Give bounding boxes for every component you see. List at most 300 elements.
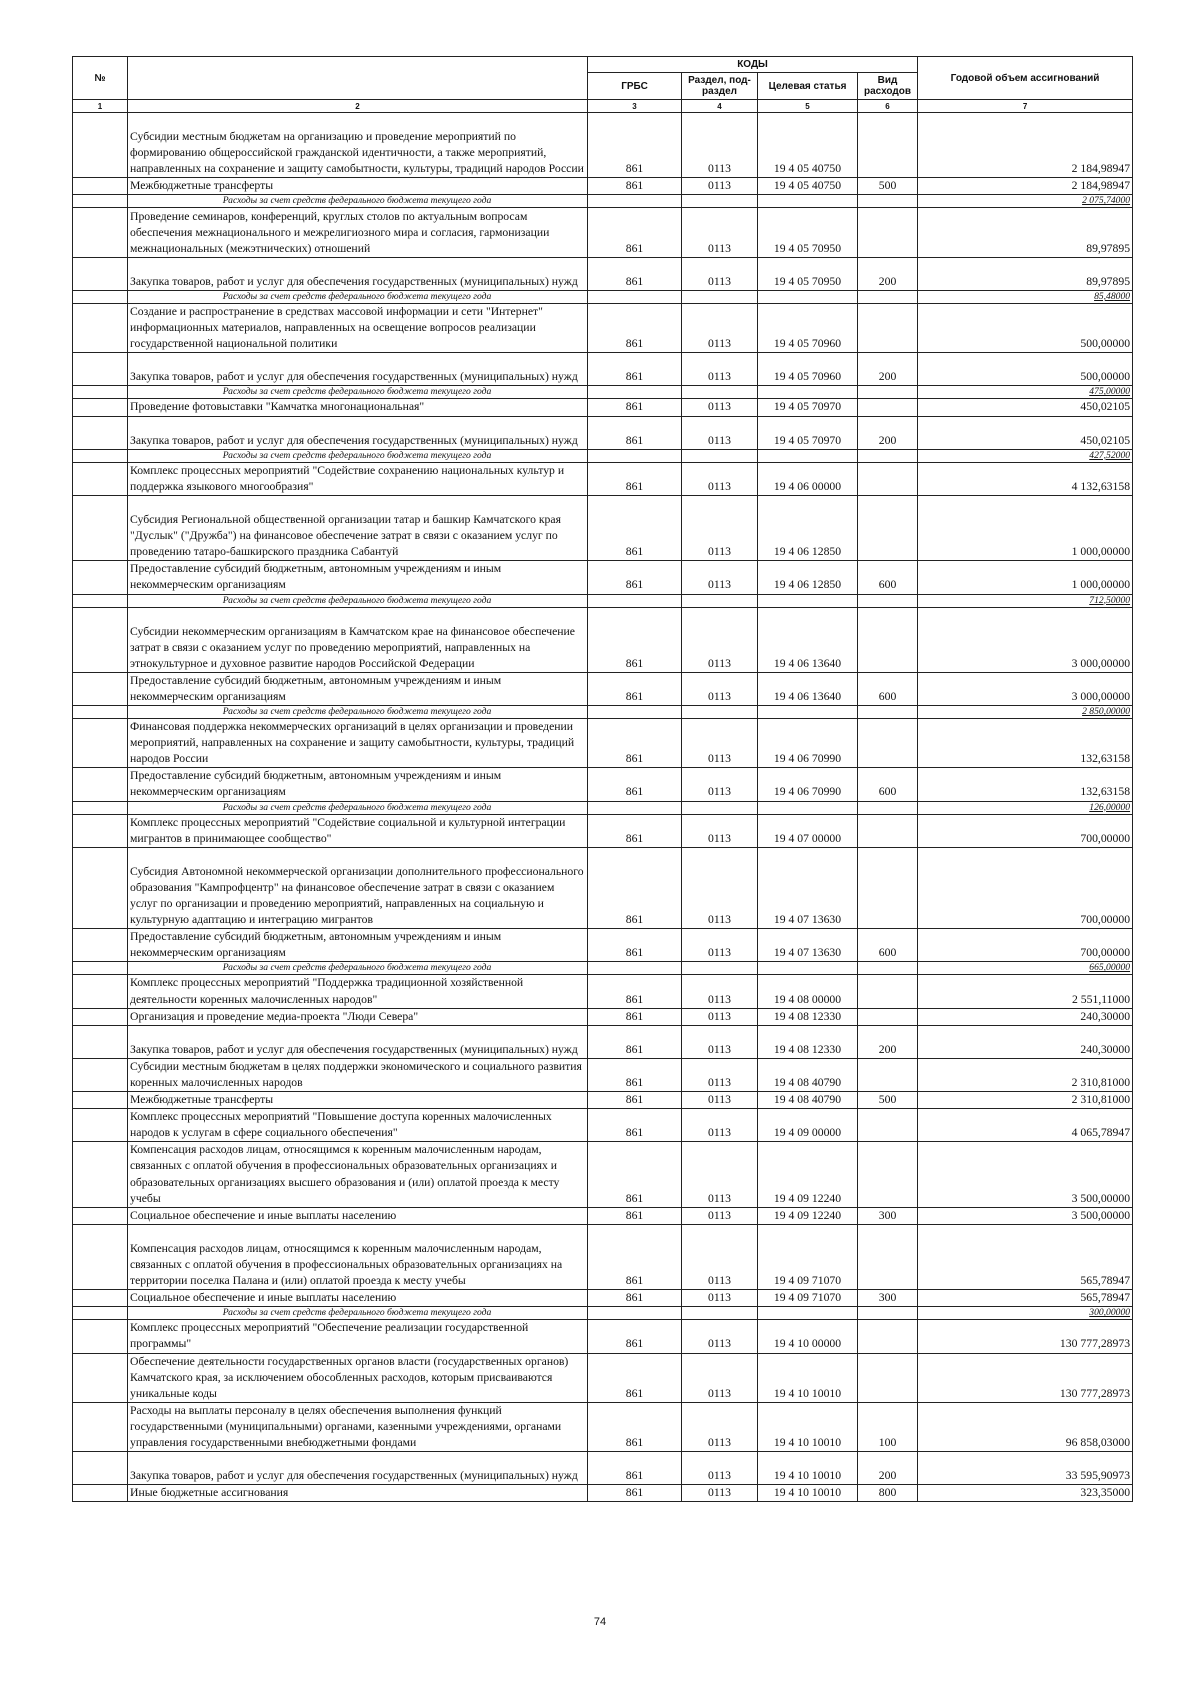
- target-article-cell: 19 4 08 00000: [758, 975, 858, 1008]
- target-article-cell: 19 4 05 70960: [758, 353, 858, 386]
- item-name-cell: Комплекс процессных мероприятий "Обеспечение реализации государственной программы": [128, 1320, 588, 1353]
- table-body: [73, 113, 1133, 1502]
- annual-amount-cell: 450,02105: [918, 399, 1133, 416]
- header-name-blank: [128, 57, 588, 100]
- expense-type-cell: [858, 1307, 918, 1320]
- razdel-cell: 0113: [682, 495, 758, 560]
- header-colnum-4: 4: [682, 100, 758, 113]
- federal-amount-cell: 300,00000: [918, 1307, 1133, 1320]
- razdel-cell: 0113: [682, 178, 758, 195]
- razdel-cell: 0113: [682, 353, 758, 386]
- item-name-cell: Межбюджетные трансферты: [128, 1092, 588, 1109]
- page-number: 74: [593, 1616, 607, 1628]
- table-row: [73, 929, 1133, 962]
- grbs-cell: 861: [588, 672, 682, 705]
- expense-type-cell: [858, 594, 918, 607]
- table-row: [73, 719, 1133, 768]
- target-article-cell: 19 4 09 12240: [758, 1207, 858, 1224]
- annual-amount-cell: 89,97895: [918, 208, 1133, 257]
- row-num-cell: [73, 1008, 128, 1025]
- target-article-cell: 19 4 06 70990: [758, 768, 858, 801]
- item-name-cell: Комплекс процессных мероприятий "Повышение доступа коренных малочисленных народов к услугам в сфере социального обеспечения": [128, 1109, 588, 1142]
- razdel-cell: 0113: [682, 113, 758, 178]
- annual-amount-cell: 240,30000: [918, 1025, 1133, 1058]
- federal-amount-cell: 475,00000: [918, 386, 1133, 399]
- target-article-cell: 19 4 09 12240: [758, 1142, 858, 1207]
- razdel-cell: 0113: [682, 768, 758, 801]
- funding-note-text: Расходы за счет средств федерального бюджета текущего года: [128, 386, 588, 399]
- razdel-cell: 0113: [682, 719, 758, 768]
- table-row: [73, 399, 1133, 416]
- grbs-cell: 861: [588, 1008, 682, 1025]
- row-num-cell: [73, 208, 128, 257]
- razdel-cell: 0113: [682, 1142, 758, 1207]
- row-num-cell: [73, 672, 128, 705]
- row-num-cell: [73, 1485, 128, 1502]
- expense-type-cell: [858, 495, 918, 560]
- annual-amount-cell: 565,78947: [918, 1224, 1133, 1289]
- razdel-cell: 0113: [682, 1224, 758, 1289]
- expense-type-cell: [858, 290, 918, 303]
- expense-type-cell: [858, 1320, 918, 1353]
- row-num-cell: [73, 416, 128, 449]
- row-num-cell: [73, 386, 128, 399]
- item-name-cell: Проведение семинаров, конференций, круглых столов по актуальным вопросам обеспечения межнационального и межрелигиозного мира и согласия, гармонизации межнациональных (межэтнических) отношений: [128, 208, 588, 257]
- razdel-cell: 0113: [682, 847, 758, 929]
- target-article-cell: 19 4 05 70950: [758, 208, 858, 257]
- annual-amount-cell: 130 777,28973: [918, 1320, 1133, 1353]
- expense-type-cell: [858, 303, 918, 352]
- target-article-cell: 19 4 10 10010: [758, 1402, 858, 1451]
- annual-amount-cell: 1 000,00000: [918, 495, 1133, 560]
- razdel-cell: 0113: [682, 399, 758, 416]
- expense-type-cell: 200: [858, 353, 918, 386]
- expense-type-cell: 300: [858, 1290, 918, 1307]
- annual-amount-cell: 3 500,00000: [918, 1142, 1133, 1207]
- table-row: [73, 1207, 1133, 1224]
- expense-type-cell: 300: [858, 1207, 918, 1224]
- table-row: [73, 1109, 1133, 1142]
- razdel-cell: 0113: [682, 462, 758, 495]
- item-name-cell: Обеспечение деятельности государственных органов власти (государственных органов) Камчатского края, за исключением обособленных расходов, которым присваиваются уникальные коды: [128, 1353, 588, 1402]
- table-row: [73, 353, 1133, 386]
- item-name-cell: Закупка товаров, работ и услуг для обеспечения государственных (муниципальных) нужд: [128, 353, 588, 386]
- grbs-cell: 861: [588, 178, 682, 195]
- item-name-cell: Иные бюджетные ассигнования: [128, 1485, 588, 1502]
- table-row: [73, 975, 1133, 1008]
- budget-table: [72, 56, 1133, 1502]
- grbs-cell: [588, 449, 682, 462]
- row-num-cell: [73, 1402, 128, 1451]
- expense-type-cell: [858, 462, 918, 495]
- table-row: [73, 113, 1133, 178]
- razdel-cell: [682, 594, 758, 607]
- grbs-cell: [588, 706, 682, 719]
- target-article-cell: 19 4 10 10010: [758, 1353, 858, 1402]
- header-expense-type: Вид расходов: [858, 73, 918, 100]
- annual-amount-cell: 132,63158: [918, 719, 1133, 768]
- table-row: [73, 495, 1133, 560]
- row-num-cell: [73, 495, 128, 560]
- annual-amount-cell: 1 000,00000: [918, 561, 1133, 594]
- funding-note-row: [73, 801, 1133, 814]
- header-colnum-3: 3: [588, 100, 682, 113]
- table-row: [73, 1353, 1133, 1402]
- target-article-cell: [758, 1307, 858, 1320]
- grbs-cell: 861: [588, 975, 682, 1008]
- annual-amount-cell: 565,78947: [918, 1290, 1133, 1307]
- expense-type-cell: [858, 1109, 918, 1142]
- target-article-cell: 19 4 08 40790: [758, 1092, 858, 1109]
- funding-note-row: [73, 706, 1133, 719]
- target-article-cell: 19 4 06 00000: [758, 462, 858, 495]
- table-row: [73, 1290, 1133, 1307]
- federal-amount-cell: 2 850,00000: [918, 706, 1133, 719]
- grbs-cell: 861: [588, 113, 682, 178]
- razdel-cell: [682, 801, 758, 814]
- expense-type-cell: [858, 814, 918, 847]
- grbs-cell: 861: [588, 1452, 682, 1485]
- grbs-cell: 861: [588, 303, 682, 352]
- razdel-cell: 0113: [682, 814, 758, 847]
- grbs-cell: 861: [588, 1485, 682, 1502]
- row-num-cell: [73, 1207, 128, 1224]
- target-article-cell: 19 4 07 13630: [758, 929, 858, 962]
- table-row: [73, 208, 1133, 257]
- expense-type-cell: 800: [858, 1485, 918, 1502]
- grbs-cell: 861: [588, 399, 682, 416]
- row-num-cell: [73, 814, 128, 847]
- grbs-cell: [588, 801, 682, 814]
- table-row: [73, 1320, 1133, 1353]
- table-row: [73, 847, 1133, 929]
- item-name-cell: Комплекс процессных мероприятий "Поддержка традиционной хозяйственной деятельности коренных малочисленных народов": [128, 975, 588, 1008]
- target-article-cell: 19 4 05 70960: [758, 303, 858, 352]
- razdel-cell: 0113: [682, 208, 758, 257]
- target-article-cell: 19 4 05 70970: [758, 399, 858, 416]
- item-name-cell: Закупка товаров, работ и услуг для обеспечения государственных (муниципальных) нужд: [128, 257, 588, 290]
- expense-type-cell: 200: [858, 416, 918, 449]
- grbs-cell: 861: [588, 768, 682, 801]
- annual-amount-cell: 700,00000: [918, 847, 1133, 929]
- row-num-cell: [73, 975, 128, 1008]
- item-name-cell: Субсидии местным бюджетам на организацию и проведение мероприятий по формированию общероссийской гражданской идентичности, а также мероприятий, направленных на сохранение и защиту самобытности, культуры, традиций народов России: [128, 113, 588, 178]
- annual-amount-cell: 2 184,98947: [918, 178, 1133, 195]
- expense-type-cell: [858, 719, 918, 768]
- annual-amount-cell: 700,00000: [918, 929, 1133, 962]
- row-num-cell: [73, 801, 128, 814]
- razdel-cell: 0113: [682, 1402, 758, 1451]
- target-article-cell: 19 4 05 40750: [758, 178, 858, 195]
- item-name-cell: Закупка товаров, работ и услуг для обеспечения государственных (муниципальных) нужд: [128, 416, 588, 449]
- funding-note-text: Расходы за счет средств федерального бюджета текущего года: [128, 706, 588, 719]
- grbs-cell: 861: [588, 1320, 682, 1353]
- grbs-cell: 861: [588, 208, 682, 257]
- grbs-cell: 861: [588, 1353, 682, 1402]
- target-article-cell: 19 4 07 00000: [758, 814, 858, 847]
- header-target-article: Целевая статья: [758, 73, 858, 100]
- annual-amount-cell: 2 551,11000: [918, 975, 1133, 1008]
- table-row: [73, 303, 1133, 352]
- expense-type-cell: [858, 1224, 918, 1289]
- grbs-cell: [588, 594, 682, 607]
- item-name-cell: Субсидия Автономной некоммерческой организации дополнительного профессионального образования "Кампрофцентр" на финансовое обеспечение затрат в связи с оказанием услуг по организации и проведению мероприятий, направленных на социальную и культурную адаптацию и интеграцию мигрантов: [128, 847, 588, 929]
- razdel-cell: 0113: [682, 416, 758, 449]
- grbs-cell: 861: [588, 1402, 682, 1451]
- item-name-cell: Субсидии некоммерческим организациям в Камчатском крае на финансовое обеспечение затрат в связи с оказанием услуг по проведению мероприятий, направленных на этнокультурное и духовное развитие народов Российской Федерации: [128, 607, 588, 672]
- header-grbs: ГРБС: [588, 73, 682, 100]
- razdel-cell: 0113: [682, 1207, 758, 1224]
- table-row: [73, 1452, 1133, 1485]
- grbs-cell: [588, 195, 682, 208]
- target-article-cell: 19 4 08 12330: [758, 1008, 858, 1025]
- razdel-cell: 0113: [682, 257, 758, 290]
- expense-type-cell: 600: [858, 768, 918, 801]
- razdel-cell: 0113: [682, 975, 758, 1008]
- razdel-cell: [682, 706, 758, 719]
- item-name-cell: Финансовая поддержка некоммерческих организаций в целях организации и проведении мероприятий, направленных на сохранение и защиту самобытности, культуры, традиций народов России: [128, 719, 588, 768]
- table-row: [73, 462, 1133, 495]
- annual-amount-cell: 3 500,00000: [918, 1207, 1133, 1224]
- target-article-cell: [758, 801, 858, 814]
- federal-amount-cell: 427,52000: [918, 449, 1133, 462]
- target-article-cell: [758, 706, 858, 719]
- item-name-cell: Закупка товаров, работ и услуг для обеспечения государственных (муниципальных) нужд: [128, 1452, 588, 1485]
- target-article-cell: 19 4 10 10010: [758, 1485, 858, 1502]
- item-name-cell: Создание и распространение в средствах массовой информации и сети "Интернет" информационных материалов, направленных на освещение вопросов реализации государственной национальной политики: [128, 303, 588, 352]
- federal-amount-cell: 85,48000: [918, 290, 1133, 303]
- razdel-cell: 0113: [682, 1025, 758, 1058]
- item-name-cell: Комплекс процессных мероприятий "Содействие сохранению национальных культур и поддержка языкового многообразия": [128, 462, 588, 495]
- table-row: [73, 768, 1133, 801]
- grbs-cell: 861: [588, 1109, 682, 1142]
- target-article-cell: 19 4 05 70970: [758, 416, 858, 449]
- target-article-cell: [758, 290, 858, 303]
- header-num: №: [73, 57, 128, 100]
- annual-amount-cell: 2 184,98947: [918, 113, 1133, 178]
- row-num-cell: [73, 290, 128, 303]
- annual-amount-cell: 323,35000: [918, 1485, 1133, 1502]
- target-article-cell: 19 4 06 13640: [758, 672, 858, 705]
- row-num-cell: [73, 962, 128, 975]
- item-name-cell: Субсидия Региональной общественной организации татар и башкир Камчатского края "Дуслык" ("Дружба") на финансовое обеспечение затрат в связи с оказанием услуг по проведению татаро-башкирского праздника Сабантуй: [128, 495, 588, 560]
- funding-note-text: Расходы за счет средств федерального бюджета текущего года: [128, 449, 588, 462]
- row-num-cell: [73, 847, 128, 929]
- expense-type-cell: [858, 1058, 918, 1091]
- row-num-cell: [73, 706, 128, 719]
- item-name-cell: Проведение фотовыставки "Камчатка многонациональная": [128, 399, 588, 416]
- header-annual-volume: Годовой объем ассигнований: [918, 57, 1133, 100]
- item-name-cell: Расходы на выплаты персоналу в целях обеспечения выполнения функций государственными (муниципальными) органами, казенными учреждениями, органами управления государственными внебюджетными фондами: [128, 1402, 588, 1451]
- item-name-cell: Субсидии местным бюджетам в целях поддержки экономического и социального развития коренных малочисленных народов: [128, 1058, 588, 1091]
- item-name-cell: Социальное обеспечение и иные выплаты населению: [128, 1290, 588, 1307]
- target-article-cell: 19 4 07 13630: [758, 847, 858, 929]
- razdel-cell: 0113: [682, 1008, 758, 1025]
- funding-note-row: [73, 1307, 1133, 1320]
- item-name-cell: Комплекс процессных мероприятий "Содействие социальной и культурной интеграции мигрантов в принимающее сообщество": [128, 814, 588, 847]
- annual-amount-cell: 89,97895: [918, 257, 1133, 290]
- funding-note-text: Расходы за счет средств федерального бюджета текущего года: [128, 962, 588, 975]
- annual-amount-cell: 33 595,90973: [918, 1452, 1133, 1485]
- target-article-cell: [758, 386, 858, 399]
- table-row: [73, 1402, 1133, 1451]
- federal-amount-cell: 712,50000: [918, 594, 1133, 607]
- row-num-cell: [73, 1290, 128, 1307]
- razdel-cell: 0113: [682, 1109, 758, 1142]
- table-row: [73, 1058, 1133, 1091]
- row-num-cell: [73, 929, 128, 962]
- grbs-cell: 861: [588, 1058, 682, 1091]
- grbs-cell: 861: [588, 1290, 682, 1307]
- grbs-cell: 861: [588, 561, 682, 594]
- header-colnum-1: 1: [73, 100, 128, 113]
- funding-note-row: [73, 290, 1133, 303]
- item-name-cell: Компенсация расходов лицам, относящимся к коренным малочисленным народам, связанных с оплатой обучения в профессиональных образовательных организациях и образовательных организациях высшего образования и (или) оплатой проезда к месту учебы: [128, 1142, 588, 1207]
- row-num-cell: [73, 719, 128, 768]
- funding-note-row: [73, 449, 1133, 462]
- item-name-cell: Закупка товаров, работ и услуг для обеспечения государственных (муниципальных) нужд: [128, 1025, 588, 1058]
- table-row: [73, 814, 1133, 847]
- target-article-cell: 19 4 09 71070: [758, 1290, 858, 1307]
- row-num-cell: [73, 594, 128, 607]
- row-num-cell: [73, 1092, 128, 1109]
- row-num-cell: [73, 1307, 128, 1320]
- row-num-cell: [73, 1224, 128, 1289]
- table-row: [73, 1008, 1133, 1025]
- expense-type-cell: 600: [858, 929, 918, 962]
- expense-type-cell: [858, 847, 918, 929]
- expense-type-cell: [858, 962, 918, 975]
- funding-note-text: Расходы за счет средств федерального бюджета текущего года: [128, 290, 588, 303]
- target-article-cell: [758, 962, 858, 975]
- header-razdel: Раздел, под-раздел: [682, 73, 758, 100]
- item-name-cell: Организация и проведение медиа-проекта "Люди Севера": [128, 1008, 588, 1025]
- target-article-cell: [758, 449, 858, 462]
- grbs-cell: 861: [588, 462, 682, 495]
- expense-type-cell: [858, 607, 918, 672]
- annual-amount-cell: 3 000,00000: [918, 607, 1133, 672]
- expense-type-cell: 200: [858, 257, 918, 290]
- grbs-cell: 861: [588, 607, 682, 672]
- table-row: [73, 416, 1133, 449]
- annual-amount-cell: 4 132,63158: [918, 462, 1133, 495]
- annual-amount-cell: 3 000,00000: [918, 672, 1133, 705]
- expense-type-cell: [858, 1353, 918, 1402]
- razdel-cell: [682, 290, 758, 303]
- table-row: [73, 1485, 1133, 1502]
- razdel-cell: 0113: [682, 607, 758, 672]
- grbs-cell: 861: [588, 495, 682, 560]
- razdel-cell: 0113: [682, 1452, 758, 1485]
- annual-amount-cell: 132,63158: [918, 768, 1133, 801]
- item-name-cell: Предоставление субсидий бюджетным, автономным учреждениям и иным некоммерческим организациям: [128, 768, 588, 801]
- item-name-cell: Межбюджетные трансферты: [128, 178, 588, 195]
- annual-amount-cell: 2 310,81000: [918, 1058, 1133, 1091]
- header-codes: КОДЫ: [588, 57, 918, 73]
- target-article-cell: 19 4 06 12850: [758, 561, 858, 594]
- expense-type-cell: [858, 195, 918, 208]
- row-num-cell: [73, 195, 128, 208]
- target-article-cell: 19 4 08 12330: [758, 1025, 858, 1058]
- target-article-cell: 19 4 05 40750: [758, 113, 858, 178]
- table-row: [73, 257, 1133, 290]
- annual-amount-cell: 96 858,03000: [918, 1402, 1133, 1451]
- expense-type-cell: 500: [858, 178, 918, 195]
- item-name-cell: Предоставление субсидий бюджетным, автономным учреждениям и иным некоммерческим организациям: [128, 672, 588, 705]
- razdel-cell: 0113: [682, 672, 758, 705]
- target-article-cell: 19 4 06 70990: [758, 719, 858, 768]
- razdel-cell: 0113: [682, 1290, 758, 1307]
- annual-amount-cell: 4 065,78947: [918, 1109, 1133, 1142]
- row-num-cell: [73, 178, 128, 195]
- razdel-cell: 0113: [682, 1092, 758, 1109]
- grbs-cell: [588, 1307, 682, 1320]
- grbs-cell: 861: [588, 847, 682, 929]
- grbs-cell: [588, 962, 682, 975]
- table-row: [73, 1025, 1133, 1058]
- budget-table-sheet: [72, 56, 1132, 1502]
- grbs-cell: 861: [588, 1224, 682, 1289]
- annual-amount-cell: 450,02105: [918, 416, 1133, 449]
- target-article-cell: 19 4 10 10010: [758, 1452, 858, 1485]
- target-article-cell: 19 4 10 00000: [758, 1320, 858, 1353]
- target-article-cell: 19 4 08 40790: [758, 1058, 858, 1091]
- annual-amount-cell: 500,00000: [918, 303, 1133, 352]
- row-num-cell: [73, 399, 128, 416]
- razdel-cell: 0113: [682, 1058, 758, 1091]
- row-num-cell: [73, 1320, 128, 1353]
- razdel-cell: 0113: [682, 1485, 758, 1502]
- razdel-cell: [682, 386, 758, 399]
- target-article-cell: 19 4 05 70950: [758, 257, 858, 290]
- expense-type-cell: [858, 975, 918, 1008]
- funding-note-text: Расходы за счет средств федерального бюджета текущего года: [128, 594, 588, 607]
- expense-type-cell: [858, 386, 918, 399]
- grbs-cell: 861: [588, 814, 682, 847]
- federal-amount-cell: 126,00000: [918, 801, 1133, 814]
- grbs-cell: [588, 386, 682, 399]
- expense-type-cell: 600: [858, 672, 918, 705]
- target-article-cell: 19 4 09 71070: [758, 1224, 858, 1289]
- row-num-cell: [73, 1058, 128, 1091]
- federal-amount-cell: 665,00000: [918, 962, 1133, 975]
- annual-amount-cell: 2 310,81000: [918, 1092, 1133, 1109]
- annual-amount-cell: 130 777,28973: [918, 1353, 1133, 1402]
- table-row: [73, 607, 1133, 672]
- expense-type-cell: [858, 1008, 918, 1025]
- item-name-cell: Социальное обеспечение и иные выплаты населению: [128, 1207, 588, 1224]
- row-num-cell: [73, 257, 128, 290]
- annual-amount-cell: 500,00000: [918, 353, 1133, 386]
- table-row: [73, 1092, 1133, 1109]
- expense-type-cell: [858, 113, 918, 178]
- expense-type-cell: 200: [858, 1025, 918, 1058]
- target-article-cell: 19 4 09 00000: [758, 1109, 858, 1142]
- item-name-cell: Предоставление субсидий бюджетным, автономным учреждениям и иным некоммерческим организациям: [128, 561, 588, 594]
- annual-amount-cell: 700,00000: [918, 814, 1133, 847]
- target-article-cell: 19 4 06 12850: [758, 495, 858, 560]
- grbs-cell: [588, 290, 682, 303]
- table-row: [73, 561, 1133, 594]
- grbs-cell: 861: [588, 1025, 682, 1058]
- expense-type-cell: [858, 801, 918, 814]
- grbs-cell: 861: [588, 719, 682, 768]
- row-num-cell: [73, 561, 128, 594]
- item-name-cell: Предоставление субсидий бюджетным, автономным учреждениям и иным некоммерческим организациям: [128, 929, 588, 962]
- row-num-cell: [73, 1025, 128, 1058]
- row-num-cell: [73, 607, 128, 672]
- expense-type-cell: [858, 449, 918, 462]
